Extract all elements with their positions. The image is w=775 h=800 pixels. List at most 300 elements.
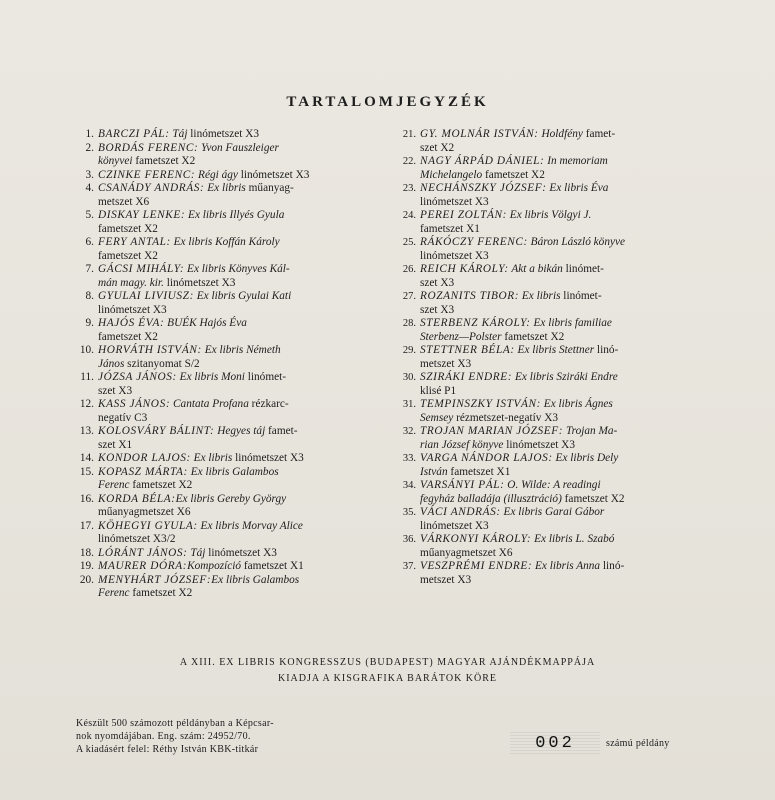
toc-entry: [74, 574, 394, 601]
toc-entry-number: 14.: [79, 452, 94, 464]
toc-author: PEREI ZOLTÁN:: [420, 209, 507, 221]
toc-entry-line: [98, 263, 394, 277]
toc-entry-text: [98, 371, 394, 398]
toc-entry-number: 27.: [402, 291, 416, 302]
toc-work-title: O. Wilde: A readingi: [504, 479, 601, 491]
toc-entry-line: [98, 533, 394, 547]
toc-entry-text: [420, 479, 704, 506]
toc-work-title: Michelangelo: [420, 168, 483, 181]
toc-entry: [394, 425, 704, 452]
toc-technique: linómetszet X3/2: [98, 533, 176, 545]
toc-entry-number: 25.: [402, 237, 416, 248]
toc-entry-number: 31.: [402, 399, 416, 410]
toc-right-column: [394, 128, 704, 587]
toc-entry-number: 18.: [79, 546, 94, 559]
toc-entry-number: 8.: [85, 290, 94, 302]
toc-technique: műanyagmetszet X6: [420, 546, 513, 559]
toc-entry-line: [98, 142, 394, 156]
toc-entry: [74, 547, 394, 561]
toc-technique: fametszet X2: [129, 479, 193, 491]
toc-entry: [74, 128, 394, 142]
toc-entry-line: [420, 196, 704, 210]
toc-work-title: Ex libris Stettner: [514, 344, 595, 356]
toc-entry-number: 24.: [402, 210, 416, 221]
toc-entry-text: [98, 290, 394, 317]
toc-entry-line: [98, 155, 394, 169]
toc-technique: szitanyomat S/2: [124, 357, 200, 370]
toc-entry-text: [420, 182, 704, 209]
toc-entry-line: [98, 412, 394, 426]
toc-entry-line: [420, 250, 704, 264]
toc-entry-line: [98, 506, 394, 520]
toc-entry-text: [420, 344, 704, 371]
toc-work-title: Ex libris Galambos: [211, 573, 300, 586]
toc-technique: famet-: [265, 425, 298, 437]
toc-entry: [74, 493, 394, 520]
toc-technique: linómetszet X3: [237, 168, 310, 181]
toc-author: BORDÁS FERENC:: [98, 141, 199, 154]
toc-entry: [74, 236, 394, 263]
toc-entry-text: [420, 128, 704, 155]
toc-technique: fametszet X2: [501, 330, 565, 343]
toc-entry-line: [98, 344, 394, 358]
toc-technique: linómetszet X3: [163, 276, 236, 289]
toc-entry-text: [420, 560, 704, 587]
toc-work-title: Táj: [169, 128, 188, 140]
toc-author: GÁCSI MIHÁLY:: [98, 263, 185, 275]
toc-entry-text: [98, 493, 394, 520]
toc-technique: linómetszet X3: [205, 546, 277, 559]
toc-entry-line: [420, 182, 704, 196]
toc-author: VARGA NÁNDOR LAJOS:: [420, 452, 553, 464]
toc-work-title: Kompozíció: [187, 560, 242, 572]
toc-entry-line: [420, 317, 704, 331]
colophon: [76, 717, 356, 756]
toc-entry-text: [98, 263, 394, 290]
toc-entry-line: [98, 385, 394, 399]
toc-entry: [394, 155, 704, 182]
toc-entry-line: [420, 304, 704, 318]
toc-work-title: Ex libris Galambos: [187, 465, 279, 478]
toc-technique: műanyagmetszet X6: [98, 506, 191, 518]
toc-entry-line: [420, 425, 704, 439]
toc-entry-number: 20.: [79, 573, 94, 586]
toc-author: FERY ANTAL:: [98, 236, 171, 248]
toc-entry-number: 9.: [85, 317, 94, 329]
toc-author: VARSÁNYI PÁL:: [420, 479, 505, 491]
toc-entry: [394, 344, 704, 371]
toc-technique: szet X3: [98, 384, 133, 397]
toc-work-title: Ex libris Koffán Károly: [170, 236, 280, 248]
toc-entry-line: [420, 263, 704, 277]
toc-entry: [394, 263, 704, 290]
toc-work-title: Semsey: [420, 411, 454, 424]
toc-entry-line: [420, 520, 704, 534]
toc-work-title: Ex libris Ágnes: [540, 398, 613, 410]
toc-entry-text: [420, 317, 704, 344]
toc-entry-text: [98, 344, 394, 371]
toc-entry-number: 34.: [402, 480, 416, 491]
toc-work-title: In memoriam: [544, 155, 608, 167]
toc-entry-line: [98, 493, 394, 507]
toc-technique: rézkarc-: [248, 398, 289, 410]
toc-work-title: Yvon Fauszleiger: [198, 141, 279, 154]
toc-entry: [74, 398, 394, 425]
toc-entry-line: [420, 574, 704, 588]
toc-work-title: Hegyes táj: [214, 425, 266, 437]
toc-entry: [394, 290, 704, 317]
toc-entry-number: 23.: [402, 183, 416, 194]
toc-entry-number: 37.: [402, 561, 416, 572]
toc-entry-line: [420, 128, 704, 142]
toc-work-title: Sterbenz—Polster: [420, 330, 502, 343]
toc-technique: fametszet X2: [98, 330, 158, 343]
toc-technique: linómetszet X3: [420, 519, 489, 532]
toc-entry: [394, 560, 704, 587]
toc-work-title: Báron László könyve: [527, 236, 626, 248]
toc-entry-line: [420, 277, 704, 291]
toc-entry-line: [98, 452, 394, 466]
toc-work-title: Ferenc: [98, 587, 130, 599]
toc-entry-line: [420, 385, 704, 399]
toc-entry: [394, 398, 704, 425]
toc-entry-text: [420, 533, 704, 560]
toc-entry: [74, 182, 394, 209]
toc-entry-line: [420, 209, 704, 223]
toc-entry-line: [98, 223, 394, 237]
toc-entry-number: 33.: [402, 453, 416, 464]
toc-entry-line: [98, 466, 394, 480]
toc-technique: linómet-: [562, 263, 604, 275]
toc-work-title: Ex libris Sziráki Endre: [512, 371, 618, 383]
toc-entry: [74, 560, 394, 574]
footer-line-1: A XIII. EX LIBRIS KONGRESSZUS (BUDAPEST) MAGYAR AJÁNDÉKMAPPÁJA: [179, 657, 596, 668]
toc-technique: metszet X3: [420, 357, 472, 370]
toc-author: TEMPINSZKY ISTVÁN:: [420, 398, 541, 410]
toc-entry: [394, 209, 704, 236]
toc-author: REICH KÁROLY:: [420, 263, 509, 275]
toc-author: GY. MOLNÁR ISTVÁN:: [420, 128, 539, 140]
toc-work-title: Holdfény: [538, 128, 583, 140]
toc-entry-text: [98, 182, 394, 209]
toc-technique: szet X3: [420, 276, 455, 289]
toc-entry-text: [98, 560, 394, 574]
toc-entry: [394, 533, 704, 560]
toc-work-title: Ex libris L. Szabó: [531, 533, 615, 545]
toc-entry-number: 22.: [402, 156, 416, 167]
toc-entry: [74, 169, 394, 183]
toc-entry-line: [98, 574, 394, 588]
toc-author: STERBENZ KÁROLY:: [420, 317, 531, 329]
colophon-line-3: A kiadásért felel: Réthy István KBK-titkár: [76, 744, 259, 755]
toc-work-title: mán magy. kir.: [98, 276, 164, 289]
toc-author: SZIRÁKI ENDRE:: [420, 371, 513, 383]
toc-entry-text: [98, 169, 394, 183]
toc-entry-text: [420, 155, 704, 182]
toc-entry-line: [420, 533, 704, 547]
toc-entry-line: [98, 425, 394, 439]
toc-work-title: Ex libris Éva: [546, 182, 609, 194]
toc-work-title: Ex libris Morvay Alice: [197, 519, 303, 532]
toc-work-title: Ferenc: [98, 479, 130, 491]
toc-work-title: Ex libris Németh: [201, 344, 281, 356]
toc-author: NAGY ÁRPÁD DÁNIEL:: [420, 155, 545, 167]
toc-entry-line: [98, 479, 394, 493]
toc-author: VESZPRÉMI ENDRE:: [420, 560, 533, 572]
footer-line-2: KIADJA A KISGRAFIKA BARÁTOK KÖRE: [277, 673, 498, 684]
toc-entry-line: [98, 128, 394, 142]
toc-entry-line: [98, 304, 394, 318]
toc-entry-text: [420, 209, 704, 236]
toc-entry-line: [420, 547, 704, 561]
toc-entry: [394, 371, 704, 398]
toc-entry-line: [98, 169, 394, 183]
toc-technique: linómet-: [560, 290, 602, 302]
toc-entry-number: 16.: [79, 492, 94, 505]
toc-technique: linómetszet X3: [232, 452, 304, 464]
toc-author: KÖHEGYI GYULA:: [98, 519, 198, 532]
toc-technique: linómet-: [244, 371, 287, 383]
toc-work-title: Ex libris Illyés Gyula: [185, 209, 285, 221]
toc-entry-text: [420, 263, 704, 290]
toc-entry-line: [98, 398, 394, 412]
toc-work-title: Ex libris Gyulai Kati: [193, 290, 292, 302]
toc-work-title: Trojan Ma-: [563, 425, 618, 437]
toc-entry-number: 6.: [85, 236, 94, 248]
toc-author: CSANÁDY ANDRÁS:: [98, 182, 205, 194]
toc-entry-text: [420, 452, 704, 479]
toc-author: STETTNER BÉLA:: [420, 344, 515, 356]
toc-work-title: János: [98, 357, 125, 370]
toc-entry-line: [420, 290, 704, 304]
toc-author: CZINKE FERENC:: [98, 168, 196, 181]
toc-technique: fametszet X2: [129, 587, 193, 599]
toc-work-title: Ex libris Garai Gábor: [500, 506, 605, 518]
toc-work-title: Cantata Profana: [170, 398, 249, 410]
toc-entry-number: 17.: [79, 519, 94, 532]
toc-entry-text: [98, 466, 394, 493]
toc-entry-number: 15.: [79, 465, 94, 478]
toc-author: RÁKÓCZY FERENC:: [420, 236, 528, 248]
toc-entry: [74, 466, 394, 493]
toc-entry-text: [98, 425, 394, 452]
page-title: TARTALOMJEGYZÉK: [286, 94, 489, 110]
toc-entry-line: [98, 560, 394, 574]
toc-entry-text: [420, 425, 704, 452]
toc-entry-number: 32.: [402, 426, 416, 437]
toc-technique: metszet X6: [98, 195, 150, 208]
toc-entry-number: 21.: [402, 129, 416, 140]
toc-entry-number: 26.: [402, 264, 416, 275]
toc-entry-line: [98, 182, 394, 196]
toc-author: VÁCI ANDRÁS:: [420, 506, 501, 518]
toc-technique: linómetszet X3: [420, 195, 489, 208]
toc-entry-number: 1.: [85, 128, 94, 140]
toc-entry-number: 12.: [79, 398, 94, 410]
toc-entry: [74, 452, 394, 466]
toc-technique: szet X1: [98, 438, 133, 451]
toc-technique: fametszet X2: [561, 492, 625, 505]
toc-entry-line: [98, 520, 394, 534]
toc-entry: [74, 425, 394, 452]
toc-technique: fametszet X2: [482, 168, 545, 181]
toc-entry: [394, 317, 704, 344]
toc-technique: linómetszet X3: [98, 303, 167, 316]
toc-entry-line: [420, 371, 704, 385]
toc-technique: szet X3: [420, 303, 455, 316]
toc-entry-line: [420, 344, 704, 358]
toc-work-title: BUÉK Hajós Éva: [164, 317, 247, 329]
toc-technique: fametszet X1: [241, 560, 304, 572]
toc-author: MENYHÁRT JÓZSEF:: [98, 573, 212, 586]
toc-entry-number: 36.: [402, 534, 416, 545]
toc-entry-line: [98, 439, 394, 453]
toc-author: MAURER DÓRA:: [98, 560, 188, 572]
toc-entry-line: [420, 142, 704, 156]
toc-work-title: fegyház balladája (illusztráció): [420, 492, 562, 505]
toc-technique: fametszet X1: [447, 465, 511, 478]
toc-entry-text: [98, 398, 394, 425]
toc-author: LÓRÁNT JÁNOS:: [98, 546, 188, 559]
toc-entry-number: 10.: [79, 344, 94, 356]
toc-work-title: István: [420, 465, 448, 478]
toc-entry-number: 7.: [85, 263, 94, 275]
toc-entry: [394, 452, 704, 479]
toc-author: KOLOSVÁRY BÁLINT:: [98, 425, 215, 437]
toc-entry-line: [420, 479, 704, 493]
copy-number-label: számú példány: [606, 738, 670, 749]
toc-author: GYULAI LIVIUSZ:: [98, 290, 194, 302]
toc-technique: rézmetszet-negatív X3: [453, 411, 559, 424]
toc-technique: metszet X3: [420, 573, 472, 586]
toc-entry: [74, 317, 394, 344]
toc-entry-line: [420, 236, 704, 250]
toc-technique: fametszet X1: [420, 222, 480, 235]
toc-entry-line: [420, 331, 704, 345]
toc-author: BARCZI PÁL:: [98, 128, 170, 140]
toc-technique: linómetszet X3: [503, 438, 575, 451]
toc-left-column: [74, 128, 394, 601]
toc-author: DISKAY LENKE:: [98, 209, 186, 221]
toc-entry-line: [98, 358, 394, 372]
toc-entry: [74, 263, 394, 290]
toc-entry: [74, 520, 394, 547]
toc-author: HAJÓS ÉVA:: [98, 317, 165, 329]
toc-entry-text: [420, 371, 704, 398]
toc-technique: linó-: [594, 344, 619, 356]
toc-entry-line: [420, 223, 704, 237]
toc-entry-text: [420, 290, 704, 317]
toc-entry-number: 30.: [402, 372, 416, 383]
toc-work-title: Akt a bikán: [508, 263, 563, 275]
toc-entry-text: [420, 398, 704, 425]
toc-author: JÓZSA JÁNOS:: [98, 371, 177, 383]
toc-work-title: Ex libris: [204, 182, 246, 194]
toc-entry-line: [98, 196, 394, 210]
toc-author: KASS JÁNOS:: [98, 398, 171, 410]
toc-author: HORVÁTH ISTVÁN:: [98, 344, 202, 356]
toc-entry-number: 11.: [80, 371, 94, 383]
toc-entry-number: 13.: [79, 425, 94, 437]
toc-entry: [394, 506, 704, 533]
toc-technique: fametszet X2: [98, 222, 158, 235]
toc-entry-line: [98, 317, 394, 331]
toc-author: NECHÁNSZKY JÓZSEF:: [420, 182, 547, 194]
toc-entry-line: [98, 250, 394, 264]
toc-entry-number: 4.: [85, 182, 94, 194]
toc-entry-number: 29.: [402, 345, 416, 356]
toc-entry-text: [420, 506, 704, 533]
toc-entry-text: [98, 574, 394, 601]
toc-work-title: Táj: [187, 546, 206, 559]
toc-author: KORDA BÉLA:: [98, 492, 176, 505]
toc-entry: [74, 371, 394, 398]
toc-technique: műanyag-: [245, 182, 294, 194]
toc-entry: [394, 128, 704, 155]
toc-entry-line: [420, 169, 704, 183]
toc-entry-line: [98, 331, 394, 345]
toc-entry-line: [420, 493, 704, 507]
toc-author: KONDOR LAJOS:: [98, 452, 191, 464]
toc-technique: negatív C3: [98, 411, 148, 424]
toc-work-title: Ex libris: [190, 452, 233, 464]
toc-entry-number: 35.: [402, 507, 416, 518]
toc-entry: [74, 142, 394, 169]
toc-work-title: Ex libris Völgyi J.: [506, 209, 592, 221]
copy-number-box: 002: [510, 732, 600, 754]
toc-entry-line: [98, 209, 394, 223]
toc-entry-line: [420, 412, 704, 426]
toc-work-title: Ex libris Anna: [532, 560, 601, 572]
toc-technique: szet X2: [420, 141, 455, 154]
toc-author: VÁRKONYI KÁROLY:: [420, 533, 532, 545]
colophon-line-1: Készült 500 számozott példányban a Képcsar-: [76, 718, 274, 729]
toc-entry-line: [420, 506, 704, 520]
toc-entry: [74, 209, 394, 236]
toc-work-title: Ex libris Moni: [176, 371, 245, 383]
toc-technique: fametszet X2: [98, 249, 158, 262]
colophon-line-2: nok nyomdájában. Eng. szám: 24952/70.: [76, 731, 251, 742]
toc-entry-number: 28.: [402, 318, 416, 329]
toc-entry-line: [98, 290, 394, 304]
toc-entry-text: [98, 452, 394, 466]
toc-entry-number: 3.: [85, 168, 94, 181]
toc-entry-text: [98, 317, 394, 344]
toc-technique: linó-: [600, 560, 625, 572]
toc-entry: [394, 182, 704, 209]
toc-technique: linómetszet X3: [420, 249, 489, 262]
toc-entry-line: [420, 452, 704, 466]
toc-entry-line: [420, 398, 704, 412]
toc-entry: [74, 344, 394, 371]
toc-work-title: könyvei: [98, 155, 133, 167]
toc-entry-text: [98, 236, 394, 263]
toc-entry-line: [420, 439, 704, 453]
toc-entry-text: [98, 142, 394, 169]
toc-entry: [74, 290, 394, 317]
toc-author: KOPASZ MÁRTA:: [98, 465, 188, 478]
toc-entry-line: [98, 587, 394, 601]
toc-entry-text: [98, 547, 394, 561]
toc-entry-line: [98, 547, 394, 561]
toc-entry-text: [420, 236, 704, 263]
toc-author: ROZANITS TIBOR:: [420, 290, 520, 302]
toc-entry: [394, 479, 704, 506]
toc-technique: fametszet X2: [132, 155, 196, 167]
toc-entry-line: [98, 277, 394, 291]
toc-entry-line: [420, 155, 704, 169]
toc-entry-line: [420, 466, 704, 480]
